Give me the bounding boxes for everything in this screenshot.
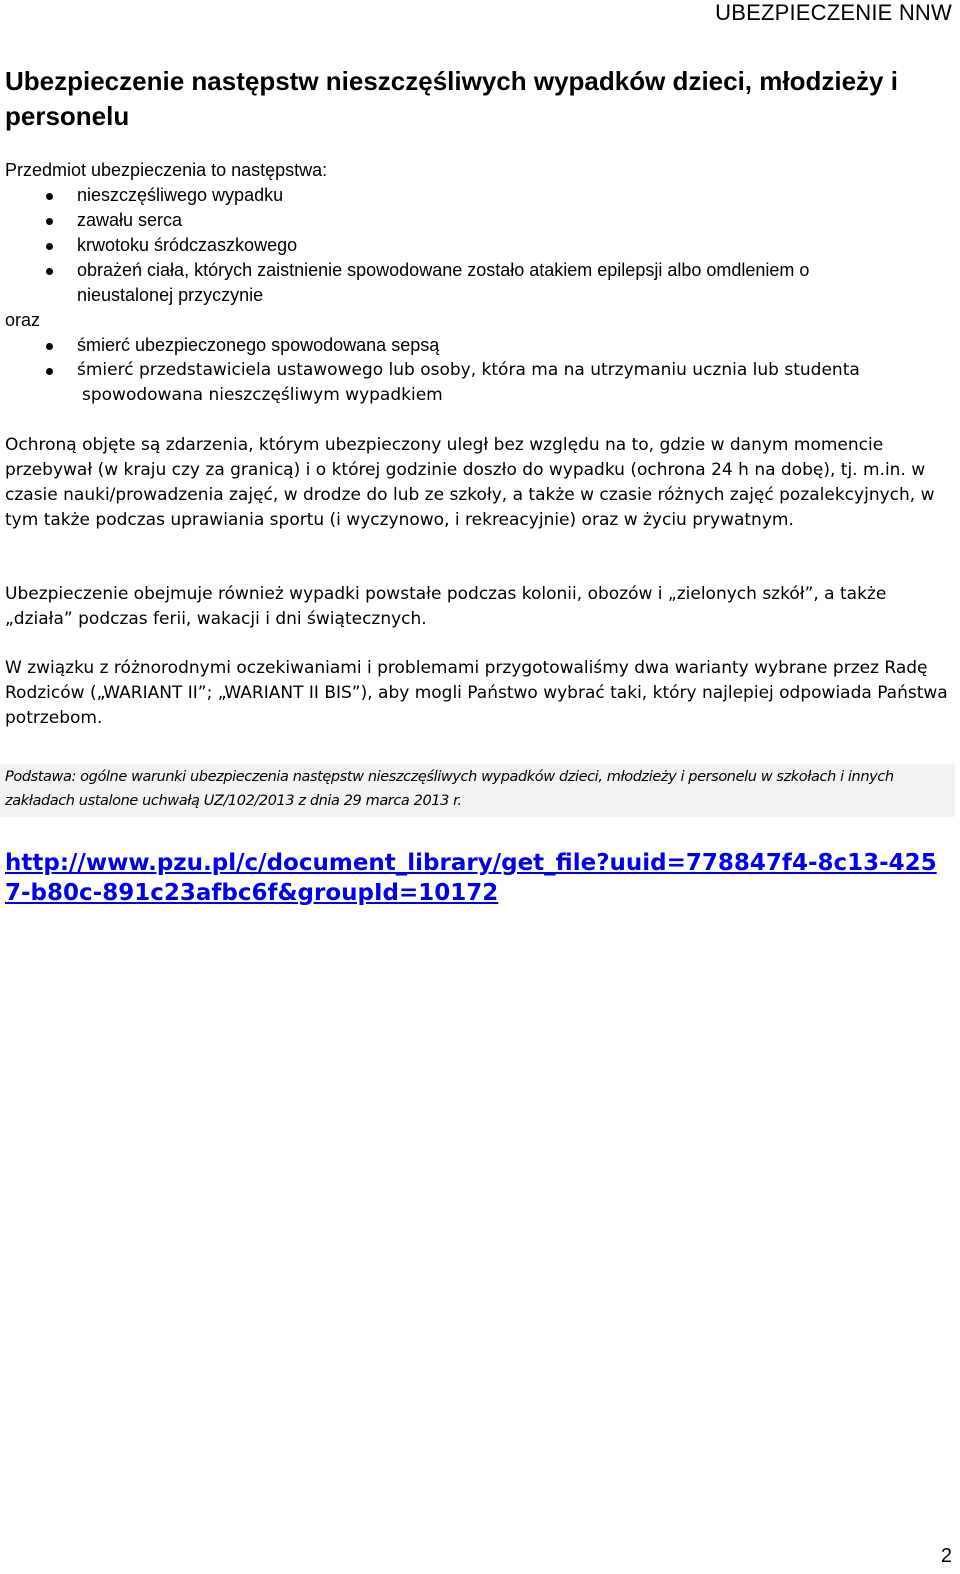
legal-basis-note: Podstawa: ogólne warunki ubezpieczenia następstw nieszczęśliwych wypadków dzieci, młodzieży i personelu w szkołach i innych zakładach ustalone uchwałą UZ/102/2013 z dnia 29 marca 2013 r. [0,764,955,817]
insured-events-list [0,183,907,308]
coverage-extension-paragraph: Ubezpieczenie obejmuje również wypadki powstałe podczas kolonii, obozów i „zielonych szkół”, a także „działa” podczas ferii, wakacji i dni świątecznych. [5,584,887,629]
list-item: nieszczęśliwego wypadku [0,183,907,208]
list-item: śmierć ubezpieczonego spowodowana sepsą [0,333,907,358]
document-header-label: UBEZPIECZENIE NNW [715,0,952,25]
oraz-label: oraz [5,310,41,330]
bullet-icon [46,193,53,200]
list-item: zawału serca [0,208,907,233]
bullet-icon [46,343,53,350]
bullet-icon [46,243,53,250]
list-item: obrażeń ciała, których zaistnienie spowodowane zostało atakiem epilepsji albo omdleniem o nieustalonej przyczynie [0,258,907,308]
list-item: krwotoku śródczaszkowego [0,233,907,258]
coverage-scope-paragraph: Ochroną objęte są zdarzenia, którym ubezpieczony uległ bez względu na to, gdzie w danym momencie przebywał (w kraju czy za granicą) i o której godzinie doszło do wypadku (ochrona 24 h na dobę), tj. m.in. w czasie nauki/prowadzenia zajęć, w drodze do lub ze szkoły, a także w czasie różnych zajęć pozalekcyjnych, w tym także podczas uprawiania sportu (i wyczynowo, i rekreacyjnie) oraz w życiu prywatnym. [5,435,935,530]
list-item-continuation: spowodowana nieszczęśliwym wypadkiem [82,385,443,405]
bullet-icon [46,218,53,225]
insurance-subject-intro: Przedmiot ubezpieczenia to następstwa: [5,160,328,180]
variants-paragraph: W związku z różnorodnymi oczekiwaniami i problemami przygotowaliśmy dwa warianty wybrane przez Radę Rodziców („WARIANT II”; „WARIANT II BIS”), aby mogli Państwo wybrać taki, który najlepiej odpowiada Państwa potrzebom. [5,658,948,728]
pzu-document-link[interactable]: http://www.pzu.pl/c/document_library/get_file?uuid=778847f4-8c13-4257-b80c-891c23afbc6f&groupId=10172 [5,850,937,906]
death-events-list [0,333,907,383]
bullet-icon [46,368,53,375]
page-number: 2 [940,1545,952,1567]
page-title: Ubezpieczenie następstw nieszczęśliwych wypadków dzieci, młodzieży i personelu [5,66,898,131]
list-item: śmierć przedstawiciela ustawowego lub osoby, która ma na utrzymaniu ucznia lub studenta [0,358,907,383]
bullet-icon [46,268,53,275]
